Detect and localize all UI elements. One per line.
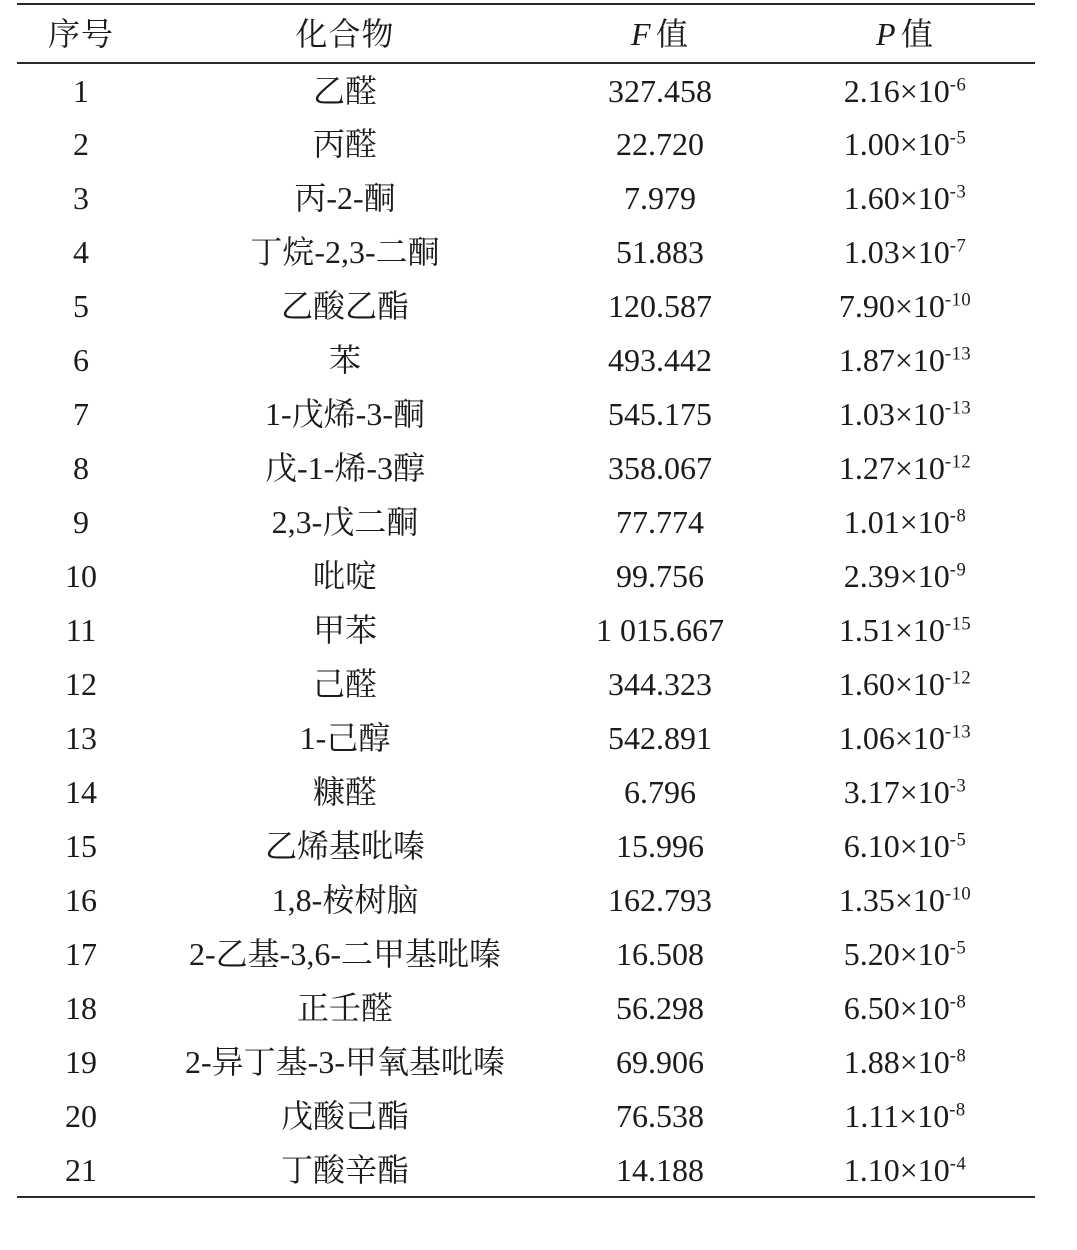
cell-compound: 2-乙基-3,6-二甲基吡嗪 — [189, 936, 501, 972]
table-row — [17, 279, 1035, 333]
cell-f-value: 545.175 — [608, 396, 712, 432]
p-exponent: -12 — [944, 667, 972, 689]
cell-p-value — [775, 981, 1035, 1035]
p-exponent: -8 — [949, 1099, 966, 1121]
table-row — [17, 387, 1035, 441]
cell-p-value — [775, 1035, 1035, 1089]
cell-compound: 丙-2-酮 — [294, 180, 396, 216]
p-exponent: -10 — [944, 289, 972, 311]
table-row — [17, 873, 1035, 927]
p-exponent: -6 — [949, 74, 967, 95]
p-mantissa: 1.00×10 — [843, 126, 950, 162]
header-p-label: 值 — [901, 15, 935, 52]
header-f-italic: F — [630, 15, 652, 52]
p-exponent: -5 — [949, 829, 967, 851]
table-row — [17, 171, 1035, 225]
cell-seq: 6 — [73, 342, 89, 378]
p-exponent: -8 — [949, 1045, 967, 1067]
cell-p-value — [775, 171, 1035, 225]
p-exponent: -13 — [944, 343, 972, 365]
table-row — [17, 1035, 1035, 1089]
cell-f-value: 7.979 — [624, 180, 696, 216]
anova-table — [17, 3, 1035, 1198]
cell-seq: 5 — [73, 288, 89, 324]
cell-compound: 乙醛 — [312, 72, 377, 109]
cell-compound: 2,3-戊二酮 — [271, 504, 419, 540]
table-row — [17, 657, 1035, 711]
cell-compound: 1-戊烯-3-酮 — [265, 396, 425, 432]
cell-f-value: 77.774 — [616, 504, 704, 540]
header-compound — [145, 4, 545, 63]
cell-p-value — [775, 1089, 1035, 1143]
p-mantissa: 1.11×10 — [844, 1098, 950, 1134]
cell-f-value: 327.458 — [608, 72, 712, 109]
header-compound-label: 化合物 — [295, 15, 395, 52]
cell-compound: 乙酸乙酯 — [280, 288, 409, 324]
cell-f-value: 542.891 — [608, 720, 712, 756]
cell-p-value — [775, 63, 1035, 117]
p-mantissa: 1.51×10 — [838, 612, 945, 648]
cell-f-value: 51.883 — [616, 234, 704, 270]
cell-f-value: 99.756 — [616, 558, 704, 594]
cell-compound: 苯 — [328, 342, 361, 378]
p-mantissa: 1.60×10 — [838, 666, 945, 702]
cell-p-value — [775, 927, 1035, 981]
cell-p-value — [775, 333, 1035, 387]
p-mantissa: 1.01×10 — [843, 504, 950, 540]
cell-p-value — [775, 387, 1035, 441]
cell-f-value: 358.067 — [608, 450, 712, 486]
cell-f-value: 120.587 — [608, 288, 712, 324]
table-row — [17, 117, 1035, 171]
cell-p-value — [775, 657, 1035, 711]
cell-compound: 1,8-桉树脑 — [271, 882, 419, 918]
header-row — [17, 4, 1035, 63]
p-mantissa: 1.88×10 — [843, 1044, 950, 1080]
cell-compound: 吡啶 — [312, 558, 377, 594]
cell-seq: 2 — [73, 126, 89, 162]
p-exponent: -7 — [949, 235, 967, 257]
cell-p-value — [775, 117, 1035, 171]
p-mantissa: 6.50×10 — [843, 990, 950, 1026]
cell-p-value — [775, 819, 1035, 873]
table-row — [17, 603, 1035, 657]
cell-compound: 乙烯基吡嗪 — [264, 828, 425, 864]
cell-compound: 己醛 — [312, 666, 377, 702]
p-exponent: -5 — [949, 127, 967, 149]
p-mantissa: 7.90×10 — [838, 288, 945, 324]
cell-p-value — [775, 225, 1035, 279]
cell-seq: 3 — [73, 180, 89, 216]
p-mantissa: 1.03×10 — [838, 396, 945, 432]
p-exponent: -15 — [944, 613, 972, 635]
table-row — [17, 333, 1035, 387]
p-exponent: -13 — [944, 721, 972, 743]
p-exponent: -3 — [949, 775, 967, 797]
cell-p-value — [775, 711, 1035, 765]
p-exponent: -8 — [949, 505, 967, 527]
cell-seq: 1 — [73, 72, 89, 109]
p-mantissa: 1.35×10 — [838, 882, 945, 918]
cell-seq: 12 — [65, 666, 97, 702]
cell-p-value — [775, 1143, 1035, 1197]
table-body — [17, 63, 1035, 1197]
table-row — [17, 765, 1035, 819]
p-mantissa: 6.10×10 — [843, 828, 950, 864]
cell-seq: 15 — [65, 828, 97, 864]
table-row — [17, 63, 1035, 117]
header-f-value — [545, 4, 775, 63]
cell-seq: 14 — [65, 774, 97, 810]
cell-compound: 2-异丁基-3-甲氧基吡嗪 — [185, 1044, 505, 1080]
p-mantissa: 5.20×10 — [843, 936, 950, 972]
header-p-italic: P — [875, 15, 897, 52]
p-exponent: -5 — [949, 937, 967, 959]
p-exponent: -10 — [944, 883, 972, 905]
p-exponent: -9 — [949, 559, 967, 581]
cell-compound: 甲苯 — [312, 612, 377, 648]
cell-seq: 10 — [65, 558, 97, 594]
cell-f-value: 493.442 — [608, 342, 712, 378]
p-exponent: -13 — [944, 397, 972, 419]
cell-seq: 7 — [73, 396, 89, 432]
cell-seq: 4 — [73, 234, 89, 270]
p-mantissa: 1.60×10 — [843, 180, 950, 216]
cell-p-value — [775, 441, 1035, 495]
cell-seq: 16 — [65, 882, 97, 918]
cell-f-value: 6.796 — [624, 774, 696, 810]
table-row — [17, 549, 1035, 603]
cell-seq: 8 — [73, 450, 89, 486]
p-exponent: -3 — [949, 181, 967, 203]
cell-p-value — [775, 765, 1035, 819]
cell-compound: 丁烷-2,3-二酮 — [250, 234, 440, 270]
cell-f-value: 1 015.667 — [596, 612, 724, 648]
p-exponent: -12 — [944, 451, 972, 473]
table-row — [17, 981, 1035, 1035]
table-header — [17, 4, 1035, 63]
p-exponent: -8 — [949, 991, 967, 1013]
cell-seq: 9 — [73, 504, 89, 540]
table-row — [17, 1089, 1035, 1143]
cell-compound: 1-己醇 — [299, 720, 391, 756]
cell-seq: 11 — [65, 612, 97, 648]
table-row — [17, 225, 1035, 279]
cell-seq: 19 — [65, 1044, 97, 1080]
cell-compound: 丙醛 — [312, 126, 377, 162]
cell-f-value: 344.323 — [608, 666, 712, 702]
cell-f-value: 14.188 — [616, 1151, 704, 1188]
header-p-value — [775, 4, 1035, 63]
p-exponent: -4 — [949, 1153, 967, 1174]
p-mantissa: 1.27×10 — [838, 450, 945, 486]
cell-seq: 17 — [65, 936, 97, 972]
p-mantissa: 2.16×10 — [843, 72, 950, 109]
header-seq — [17, 4, 145, 63]
cell-p-value — [775, 873, 1035, 927]
cell-compound: 戊-1-烯-3醇 — [265, 450, 425, 486]
cell-compound: 丁酸辛酯 — [280, 1151, 409, 1188]
cell-p-value — [775, 495, 1035, 549]
cell-f-value: 162.793 — [608, 882, 712, 918]
header-f-label: 值 — [656, 15, 690, 52]
p-mantissa: 2.39×10 — [843, 558, 950, 594]
p-mantissa: 1.03×10 — [843, 234, 950, 270]
cell-p-value — [775, 603, 1035, 657]
p-mantissa: 1.06×10 — [838, 720, 945, 756]
cell-f-value: 56.298 — [616, 990, 704, 1026]
table-row — [17, 711, 1035, 765]
cell-seq: 18 — [65, 990, 97, 1026]
cell-seq: 13 — [65, 720, 97, 756]
cell-compound: 正壬醛 — [296, 990, 393, 1026]
table-row — [17, 819, 1035, 873]
cell-compound: 戊酸己酯 — [280, 1098, 409, 1134]
table-row — [17, 927, 1035, 981]
cell-seq: 21 — [65, 1151, 97, 1188]
table-row — [17, 1143, 1035, 1197]
cell-f-value: 16.508 — [616, 936, 704, 972]
table-row — [17, 441, 1035, 495]
cell-f-value: 15.996 — [616, 828, 704, 864]
cell-compound: 糠醛 — [312, 774, 377, 810]
cell-f-value: 76.538 — [616, 1098, 704, 1134]
cell-f-value: 22.720 — [616, 126, 704, 162]
cell-p-value — [775, 549, 1035, 603]
p-mantissa: 1.10×10 — [843, 1151, 950, 1188]
cell-f-value: 69.906 — [616, 1044, 704, 1080]
p-mantissa: 3.17×10 — [843, 774, 950, 810]
header-seq-label: 序号 — [47, 15, 114, 52]
p-mantissa: 1.87×10 — [838, 342, 945, 378]
cell-p-value — [775, 279, 1035, 333]
cell-seq: 20 — [65, 1098, 97, 1134]
table-row — [17, 495, 1035, 549]
